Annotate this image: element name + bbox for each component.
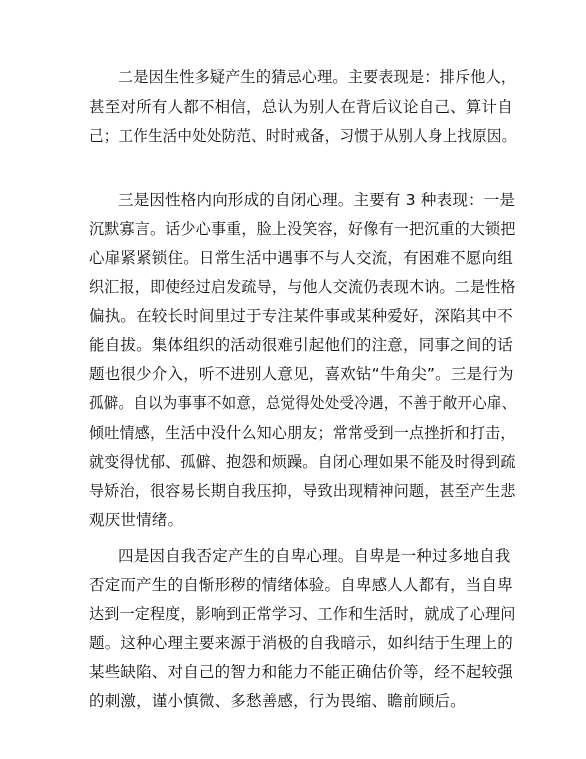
paragraph-3-line-2: 否定而产生的自惭形秽的情绪体验。自卑感人人都有，当自卑 <box>89 576 513 594</box>
paragraph-2-line-6: 能自拔。集体组织的活动很难引起他们的注意，同事之间的话 <box>89 336 513 354</box>
paragraph-1-line-1: 二是因生性多疑产生的猜忌心理。主要表现是：排斥他人， <box>118 68 517 86</box>
paragraph-2-line-7: 题也很少介入，听不进别人意见，喜欢钻“牛角尖”。三是行为 <box>89 365 514 383</box>
paragraph-3-line-3: 达到一定程度，影响到正常学习、工作和生活时，就成了心理问 <box>89 605 516 623</box>
paragraph-3-line-5: 某些缺陷、对自己的智力和能力不能正确估价等，经不起较强 <box>89 663 513 681</box>
paragraph-3-line-4: 题。这种心理主要来源于消极的自我暗示，如纠结于生理上的 <box>89 634 513 652</box>
paragraph-2-line-12: 观厌世情绪。 <box>89 511 184 529</box>
paragraph-2-line-10: 就变得忧郁、孤僻、抱怨和烦躁。自闭心理如果不能及时得到疏 <box>89 453 516 471</box>
paragraph-1-line-3: 己；工作生活中处处防范、时时戒备，习惯于从别人身上找原因。 <box>89 127 517 145</box>
paragraph-2-line-8: 孤僻。自以为事事不如意，总觉得处处受冷遇，不善于敞开心扉、 <box>89 394 517 412</box>
paragraph-2-line-11: 导矫治，很容易长期自我压抑，导致出现精神问题，甚至产生悲 <box>89 482 516 500</box>
paragraph-2-line-4: 织汇报，即使经过启发疏导，与他人交流仍表现木讷。二是性格 <box>89 278 516 296</box>
paragraph-2-line-3: 心扉紧紧锁住。日常生活中遇事不与人交流，有困难不愿向组 <box>89 249 513 267</box>
paragraph-3-line-1: 四是因自我否定产生的自卑心理。自卑是一种过多地自我 <box>118 547 511 565</box>
paragraph-2-line-9: 倾吐情感，生活中没什么知心朋友；常常受到一点挫折和打击， <box>89 424 516 442</box>
paragraph-2-line-1: 三是因性格内向形成的自闭心理。主要有 3 种表现：一是 <box>118 191 516 209</box>
paragraph-3-line-6: 的刺激，谨小慎微、多愁善感，行为畏缩、瞻前顾后。 <box>89 692 466 710</box>
paragraph-1-line-2: 甚至对所有人都不相信，总认为别人在背后议论自己、算计自 <box>89 98 513 116</box>
paragraph-2-line-5: 偏执。在较长时间里过于专注某件事或某种爱好，深陷其中不 <box>89 307 513 325</box>
paragraph-2-line-2: 沉默寡言。话少心事重，脸上没笑容，好像有一把沉重的大锁把 <box>89 220 516 238</box>
